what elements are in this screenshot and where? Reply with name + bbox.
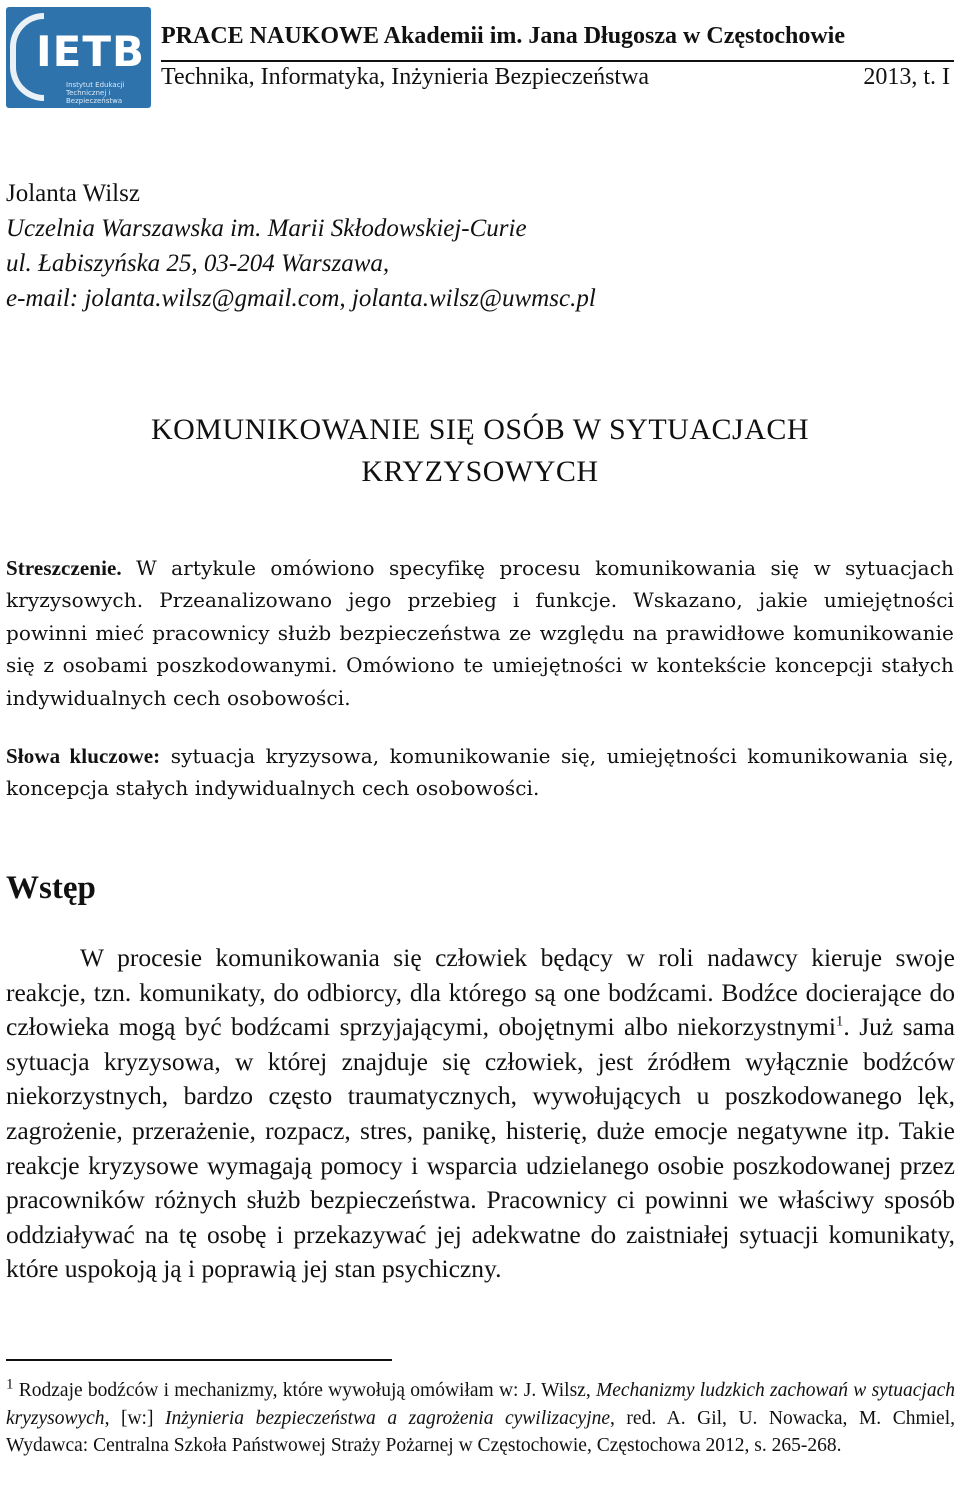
footnote-ref[interactable]: 1 (835, 1013, 844, 1030)
author-email: e-mail: jolanta.wilsz@gmail.com, jolanta.wilsz@uwmsc.pl (6, 285, 596, 312)
body-text-part-1: W procesie komunikowania się człowiek będący w roli nadawcy kieruje swoje reakcje, tzn. komunikaty, do odbiorcy, dla którego są one bodźcami. Bodźce docierające do człowieka mogą być bodźcami sprzyjającymi, obojętnymi albo niekorzystnymi (6, 943, 955, 1042)
journal-subtitle: Technika, Informatyka, Inżynieria Bezpieczeństwa (161, 64, 650, 90)
journal-title: PRACE NAUKOWE Akademii im. Jana Długosza w Częstochowie (161, 23, 845, 49)
abstract-label: Streszczenie. (6, 556, 122, 580)
footnote-rule (6, 1359, 392, 1361)
logo-text: IETB (36, 27, 145, 76)
footnote-number: 1 (6, 1376, 14, 1393)
abstract-text: W artykule omówiono specyfikę procesu komunikowania się w sytuacjach kryzysowych. Przeanalizowano jego przebieg i funkcje. Wskazano, jakie umiejętności powinni mieć pracownicy służb bezpieczeństwa ze względu na prawidłowe komunikowanie się z osobami poszkodowanymi. Omówiono te umiejętności w kontekście koncepcji stałych indywidualnych cech osobowości. (6, 556, 954, 710)
abstract (6, 552, 954, 714)
keywords-label: Słowa kluczowe: (6, 744, 161, 768)
footnote-text-3: , red. A. Gil, U. Nowacka, M. Chmiel, Wydawca: Centralna Szkoła Państwowej Straży Pożarnej w Częstochowie, Częstochowa 2012, s. 265-268. (6, 1407, 955, 1456)
author-name: Jolanta Wilsz (6, 180, 140, 207)
body-paragraph (6, 941, 955, 1287)
footnote-cited-title-2: Inżynieria bezpieczeństwa a zagrożenia cywilizacyjne (164, 1407, 611, 1429)
body-text-part-2: . Już sama sytuacja kryzysowa, w której znajduje się człowiek, jest źródłem wyłącznie bodźców niekorzystnych, bardzo często traumatycznych, wywołujących u poszkodowanego lęk, zagrożenie, przerażenie, rozpacz, stres, panikę, histerię, duże emocje negatywne itp. Takie reakcje kryzysowe wymagają pomocy i wsparcia udzielanego osobie poszkodowanej przez pracowników różnych służb bezpieczeństwa. Pracownicy ci powinni we właściwy sposób oddziaływać na tę osobę i przekazywać jej adekwatne do zaistniałej sytuacji komunikaty, które uspokoją ją i poprawią jej stan psychiczny. (6, 1012, 955, 1284)
footnote-text-1: Rodzaje bodźców i mechanizmy, które wywołują omówiłam w: J. Wilsz, (13, 1380, 596, 1401)
paper-title (0, 409, 960, 493)
footnote-cited-title-1: Mechanizmy ludzkich zachowań w sytuacjach kryzysowych (6, 1380, 955, 1429)
logo-subtext: Instytut Edukacji Technicznej i Bezpieczeństwa (66, 81, 125, 105)
title-line-2: KRYZYSOWYCH (361, 455, 599, 488)
author-block (6, 176, 596, 316)
keywords (6, 740, 954, 805)
keywords-text: sytuacja kryzysowa, komunikowanie się, umiejętności komunikowania się, koncepcja stałych indywidualnych cech osobowości. (6, 744, 954, 801)
section-heading: Wstęp (6, 870, 96, 906)
ietb-logo (6, 7, 151, 108)
footnote (6, 1377, 955, 1460)
title-line-1: KOMUNIKOWANIE SIĘ OSÓB W SYTUACJACH (150, 413, 810, 446)
journal-volume: 2013, t. I (863, 64, 950, 90)
header-rule (161, 60, 954, 62)
footnote-text-2: , [w:] (104, 1407, 165, 1429)
author-institution: Uczelnia Warszawska im. Marii Skłodowskiej-Curie (6, 215, 527, 242)
author-address: ul. Łabiszyńska 25, 03-204 Warszawa, (6, 250, 390, 277)
